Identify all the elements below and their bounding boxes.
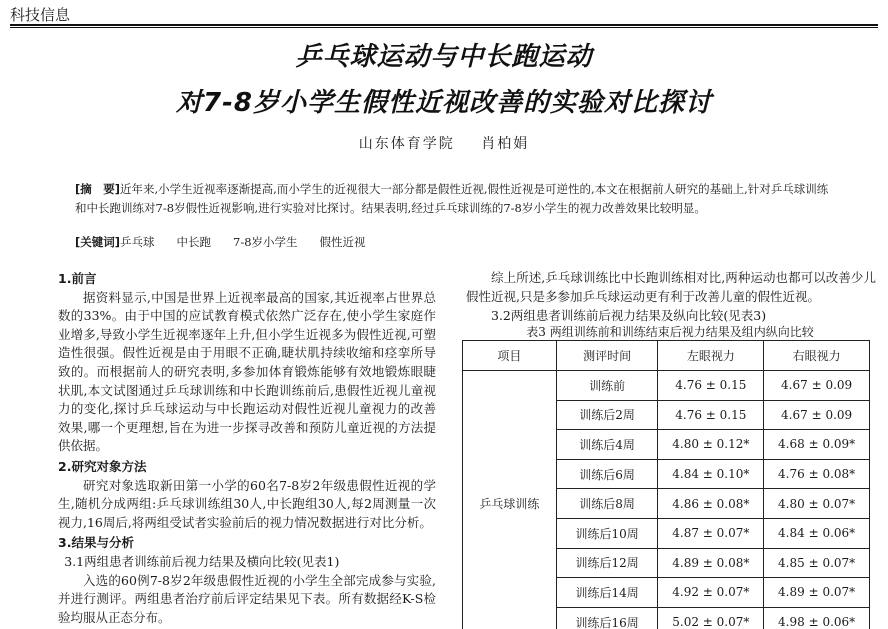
table-cell: 训练后12周 [556, 548, 658, 578]
table-cell: 4.76 ± 0.15 [658, 371, 764, 401]
group-cell: 乒乓球训练 [463, 371, 557, 629]
paragraph-summary: 综上所述,乒乓球训练比中长跑训练相对比,两种运动也都可以改善少儿假性近视,只是多参加乒乓球运动更有利于改善儿童的假性近视。 [466, 270, 876, 304]
paragraph-methods: 研究对象选取新田第一小学的60名7-8岁2年级患假性近视的学生,随机分成两组:乒乓球训练组30人,中长跑组30人,每2周测量一次视力,16周后,将两组受试者实验前后的视力情况数据进行对比分析。 [58, 477, 436, 530]
paragraph-intro: 据资料显示,中国是世界上近视率最高的国家,其近视率占世界总数的33%。由于中国的应试教育模式依然广泛存在,使小学生家庭作业增多,导致小学生近视率逐年上升,但小学生近视多为假性近视,可塑造性很强。假性近视是由于用眼不正确,睫状肌持续收缩和痉挛所导致的。而根据前人的研究表明,多参加体育锻炼能够有效地锻炼眼睫状肌,本文试图通过乒乓球训练和中长跑训练前后,患假性近视儿童视力的变化,探讨乒乓球运动与中长跑运动对假性近视儿童视力的改善效果,哪一个更理想,旨在为进一步探寻改善和预防儿童近视的方法提供依据。 [58, 289, 436, 454]
author: 肖柏娟 [481, 136, 530, 152]
table-cell: 4.67 ± 0.09 [764, 371, 870, 401]
section-heading-intro: 1.前言 [58, 271, 97, 286]
paper-title-line-1: 乒乓球运动与中长跑运动 [295, 42, 593, 72]
section-heading-results: 3.结果与分析 [58, 535, 134, 551]
table-header-row [463, 341, 870, 371]
right-column [466, 268, 876, 325]
table-cell: 训练后14周 [556, 578, 658, 608]
table-header-cell: 右眼视力 [764, 341, 870, 371]
header-rule-thin [10, 27, 878, 28]
table-cell: 4.89 ± 0.08* [658, 548, 764, 578]
subsection-heading-3-2: 3.2两组患者训练前后视力结果及纵向比较(见表3) [491, 308, 767, 323]
table-cell: 5.02 ± 0.07* [658, 607, 764, 629]
subsection-heading-3-1: 3.1两组患者训练前后视力结果及横向比较(见表1) [64, 553, 340, 569]
table-row [463, 371, 870, 401]
table-cell: 4.84 ± 0.10* [658, 459, 764, 489]
table-cell: 4.87 ± 0.07* [658, 518, 764, 548]
table-header-cell: 左眼视力 [658, 341, 764, 371]
paragraph-results: 入选的60例7-8岁2年级患假性近视的小学生全部完成参与实验,并进行测评。两组患者治疗前后评定结果见下表。所有数据经K-S检验均服从正态分布。 [58, 572, 436, 625]
keywords-label: [关键词] [75, 235, 121, 249]
table-cell: 4.86 ± 0.08* [658, 489, 764, 519]
table-cell: 4.84 ± 0.06* [764, 518, 870, 548]
section-heading-methods: 2.研究对象方法 [58, 458, 147, 474]
keyword: 中长跑 [176, 235, 212, 249]
table-cell: 训练后16周 [556, 607, 658, 629]
byline [0, 133, 888, 153]
left-column [58, 268, 436, 627]
results-table [462, 340, 870, 629]
table-cell: 4.76 ± 0.15 [658, 400, 764, 430]
institution: 山东体育学院 [358, 136, 455, 152]
journal-section-tag: 科技信息 [10, 6, 71, 24]
keyword: 乒乓球 [120, 235, 155, 249]
table-cell: 训练后2周 [556, 400, 658, 430]
table-cell: 4.98 ± 0.06* [764, 607, 870, 629]
abstract-text: 近年来,小学生近视率逐渐提高,而小学生的近视很大一部分都是假性近视,假性近视是可逆性的,本文在根据前人研究的基础上,针对乒乓球训练和中长跑训练对7-8岁假性近视影响,进行实验对比探讨。结果表明,经过乒乓球训练的7-8岁小学生的视力改善效果比较明显。 [75, 182, 829, 215]
table-cell: 训练后10周 [556, 518, 658, 548]
table-cell: 训练后8周 [556, 489, 658, 519]
abstract [75, 180, 835, 218]
table-cell: 4.92 ± 0.07* [658, 578, 764, 608]
table-cell: 4.80 ± 0.12* [658, 430, 764, 460]
table-cell: 4.68 ± 0.09* [764, 430, 870, 460]
keywords [75, 234, 388, 250]
table-cell: 4.76 ± 0.08* [764, 459, 870, 489]
table-cell: 4.67 ± 0.09 [764, 400, 870, 430]
keyword: 假性近视 [319, 235, 366, 249]
paper-title-line-2: 对7-8岁小学生假性近视改善的实验对比探讨 [176, 88, 712, 118]
abstract-label: [摘 要] [75, 182, 121, 196]
table-cell: 训练后6周 [556, 459, 658, 489]
table-cell: 训练后4周 [556, 430, 658, 460]
table-cell: 4.85 ± 0.07* [764, 548, 870, 578]
table-cell: 4.89 ± 0.07* [764, 578, 870, 608]
table-caption: 表3 两组训练前和训练结束后视力结果及组内纵向比较 [526, 325, 814, 339]
keyword: 7-8岁小学生 [233, 235, 298, 249]
table-cell: 训练前 [556, 371, 658, 401]
table-header-cell: 项目 [463, 341, 557, 371]
table-header-cell: 测评时间 [556, 341, 658, 371]
header-rule [10, 24, 878, 26]
table-cell: 4.80 ± 0.07* [764, 489, 870, 519]
